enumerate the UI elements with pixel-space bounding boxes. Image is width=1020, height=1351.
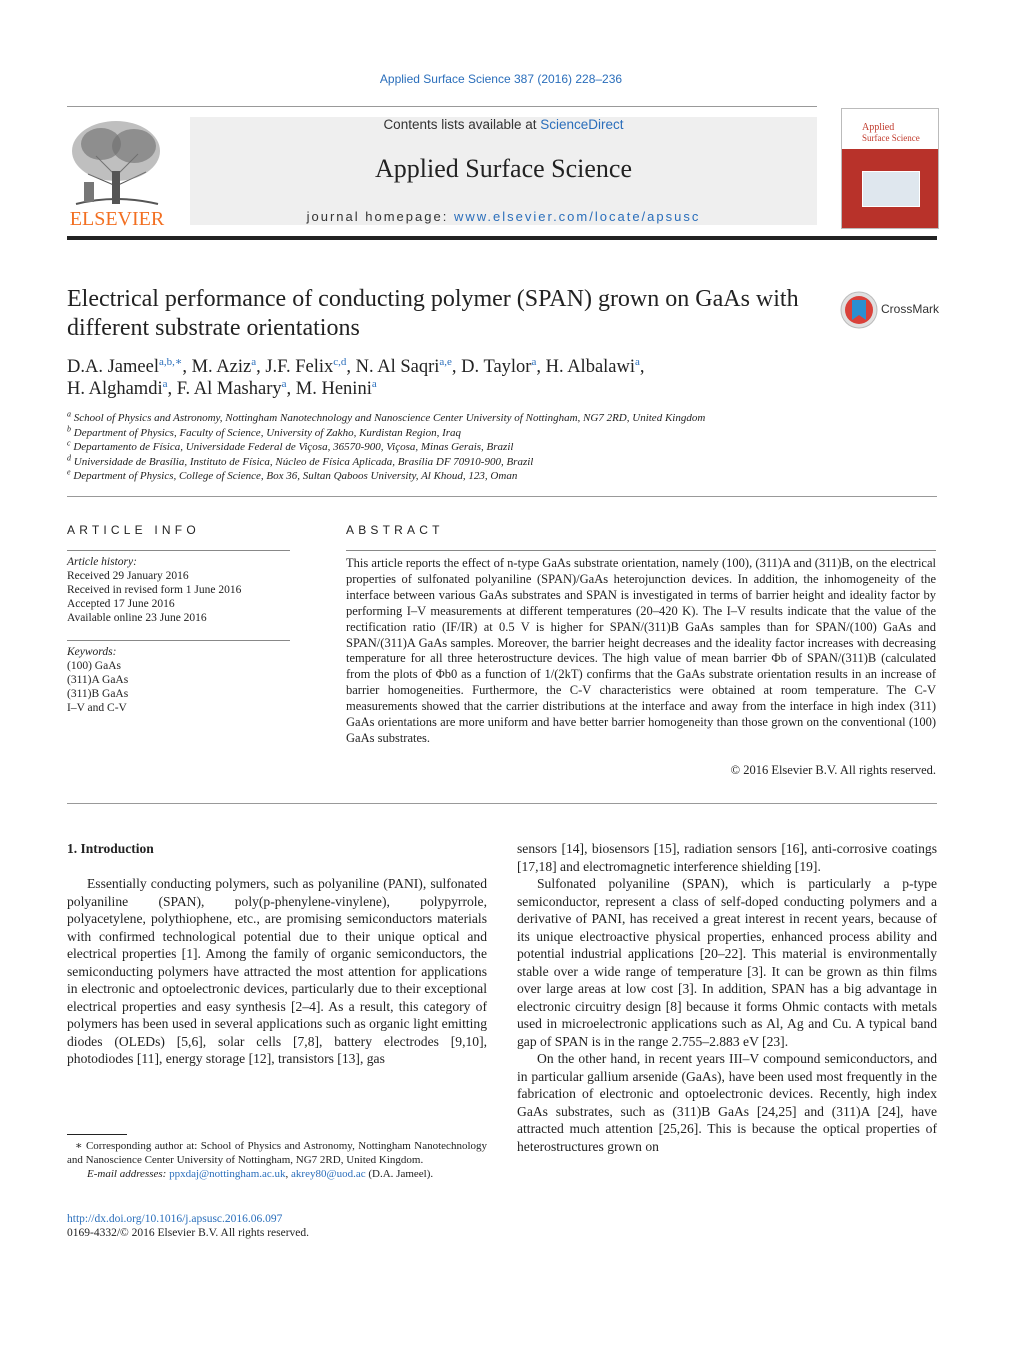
keywords-label: Keywords: xyxy=(67,646,117,658)
body-rule xyxy=(67,803,937,804)
abstract-heading: ABSTRACT xyxy=(346,523,444,537)
body-paragraph: Sulfonated polyaniline (SPAN), which is particularly a p-type semiconductor, represent a class of self-doped conducting polymers and a derivative of PANI, has received a great interest in recent years, because of its unique electroactive physical properties, enhanced process ability and potential industrial applications [20–22]. This material is environmentally stable over a wide range of temperature [3]. It can be grown as thin films over large areas at low cost [3]. In addition, SPAN has a big advantage in electronic circuitry design [8] because it forms Ohmic contacts with metals used in microelectronic applications such as Al, Ag and Cu. A typical band gap of SPAN is in the range 2.755–2.883 eV [23]. xyxy=(517,876,937,1049)
history-item: Received in revised form 1 June 2016 xyxy=(67,584,242,596)
author-separator: , xyxy=(639,357,645,377)
author-separator: , xyxy=(536,357,546,377)
section-rule xyxy=(67,496,937,497)
email-line xyxy=(67,1167,487,1181)
crossmark-icon xyxy=(839,290,879,330)
affiliation-key: b xyxy=(67,423,71,433)
affiliation-key: d xyxy=(67,452,71,462)
abstract-rule xyxy=(346,550,936,551)
author-affiliation-marker[interactable]: c,d xyxy=(333,355,347,368)
body-paragraph: sensors [14], biosensors [15], radiation sensors [16], anti-corrosive coatings [17,18] and electromagnetic interference shielding [19]. xyxy=(517,841,937,874)
crossmark-label: CrossMark xyxy=(881,302,940,316)
author-separator: , xyxy=(346,357,356,377)
author-separator: , xyxy=(286,379,296,399)
body-column-right xyxy=(517,840,937,1155)
email-link-1[interactable]: ppxdaj@nottingham.ac.uk xyxy=(169,1168,286,1180)
author-affiliation-marker[interactable]: a,e xyxy=(439,355,452,368)
cover-image xyxy=(862,171,920,207)
email-suffix: (D.A. Jameel). xyxy=(365,1168,434,1180)
history-item: Received 29 January 2016 xyxy=(67,570,189,582)
author-affiliation-marker[interactable]: a,b,∗ xyxy=(158,355,183,368)
author-affiliation-marker[interactable]: a xyxy=(162,377,168,390)
info-rule xyxy=(67,640,290,641)
author-affiliation-marker[interactable]: a xyxy=(251,355,257,368)
author-affiliation-marker[interactable]: a xyxy=(531,355,537,368)
email-label: E-mail addresses: xyxy=(87,1168,170,1180)
abstract-copyright: © 2016 Elsevier B.V. All rights reserved. xyxy=(730,763,936,777)
author-separator: , xyxy=(167,379,177,399)
affiliation-text: Departamento de Física, Universidade Federal de Viçosa, 36570-900, Viçosa, Minas Gerais, Brazil xyxy=(73,441,514,453)
contents-line xyxy=(190,117,817,132)
author-line-1 xyxy=(67,356,927,378)
email-link-2[interactable]: akrey80@uod.ac xyxy=(291,1168,366,1180)
author-name: H. Albalawi xyxy=(545,357,636,377)
affiliation-item xyxy=(67,440,937,455)
cover-title-1: Applied xyxy=(862,122,895,133)
body-paragraph: On the other hand, in recent years III–V compound semiconductors, and in particular gallium arsenide (GaAs), have been used most frequently in the fabrication of electronic and optoelectronic devices. Recently, high index GaAs substrates, such as (311)B GaAs [24,25] and (311)A [24], have attracted much attention [25,26]. This is because the optical properties of heterostructures grown on xyxy=(517,1051,937,1154)
history-label: Article history: xyxy=(67,556,137,568)
author-name: N. Al Saqri xyxy=(355,357,440,377)
journal-cover-thumbnail[interactable] xyxy=(841,108,939,229)
doi-block xyxy=(67,1212,309,1240)
author-affiliation-marker[interactable]: a xyxy=(281,377,287,390)
affiliation-key: e xyxy=(67,467,71,477)
article-title: Electrical performance of conducting polymer (SPAN) grown on GaAs with different substrate orientations xyxy=(67,286,799,341)
affiliation-text: Department of Physics, College of Science, Box 36, Sultan Qaboos University, Al Khoud, 123, Oman xyxy=(73,470,518,482)
affiliations xyxy=(67,411,937,484)
journal-name: Applied Surface Science xyxy=(374,154,632,183)
doi-link[interactable]: http://dx.doi.org/10.1016/j.apsusc.2016.06.097 xyxy=(67,1213,283,1225)
author-separator: , xyxy=(451,357,462,377)
info-rule xyxy=(67,550,290,551)
affiliation-key: a xyxy=(67,409,71,419)
affiliation-item xyxy=(67,411,937,426)
journal-citation[interactable]: Applied Surface Science 387 (2016) 228–236 xyxy=(379,72,623,86)
abstract-text: This article reports the effect of n-type GaAs substrate orientation, namely (100), (311)A and (311)B, on the electrical properties of sulfonated polyaniline (SPAN)/GaAs heterojunction devices. In addition, the inhomogeneity of the interface between various GaAs substrates and SPAN is investigated in terms of barrier height and ideality factor by performing I–V measurements at different temperatures (20–420 K). The I–V results indicate that the value of the rectification ratio (IF/IR) at 0.5 V is higher for SPAN/(311)B GaAs samples than for SPAN/(100) GaAs and SPAN/(311)A GaAs samples. Moreover, the barrier height decreases and the ideality factor increases with decreasing temperature for all three heterostructure devices. The high value of mean barrier Φb of SPAN/(311)B (calculated from the plots of Φb0 as a function of 1/(2kT) confirms that the GaAs substrate orientation results in an increase of barrier homogeneities. Furthermore, the C-V characteristics were obtained at room temperature. The C-V measurements showed that the carrier distributions at the interface and away from the interface in high index (311) GaAs orientations are more uniform and have better barrier homogeneity than those grown on the conventional (100) GaAs substrates. xyxy=(346,556,936,745)
history-item: Available online 23 June 2016 xyxy=(67,612,207,624)
author-separator: , xyxy=(256,357,266,377)
affiliation-text: School of Physics and Astronomy, Nottingham Nanotechnology and Nanoscience Center University of Nottingham, NG7 2RD, United Kingdom xyxy=(73,412,706,424)
affiliation-item xyxy=(67,469,937,484)
header-rule xyxy=(67,106,817,107)
keyword-item: (100) GaAs xyxy=(67,660,121,672)
author-line-2 xyxy=(67,378,927,400)
section-heading-introduction: 1. Introduction xyxy=(67,841,154,856)
author-name: J.F. Felix xyxy=(265,357,334,377)
homepage-line xyxy=(190,209,817,224)
affiliation-item xyxy=(67,452,937,470)
affiliation-key: c xyxy=(67,438,71,448)
crossmark-badge[interactable] xyxy=(839,288,939,332)
keyword-item: (311)A GaAs xyxy=(67,674,129,686)
author-separator: , xyxy=(182,357,192,377)
contents-prefix: Contents lists available at xyxy=(383,117,541,132)
body-column-left xyxy=(67,875,487,1068)
header-thick-rule xyxy=(67,236,937,240)
email-separator: , xyxy=(285,1168,292,1180)
homepage-prefix: journal homepage: xyxy=(306,209,454,224)
author-list xyxy=(67,356,927,400)
footnote-rule xyxy=(67,1134,127,1135)
article-info-heading: ARTICLE INFO xyxy=(67,523,200,537)
corresponding-author-note: ∗ Corresponding author at: School of Physics and Astronomy, Nottingham Nanotechnology and Nanoscience Center University of Nottingham, NG7 2RD, United Kingdom. xyxy=(67,1140,487,1166)
affiliation-item xyxy=(67,423,937,441)
issn-copyright: 0169-4332/© 2016 Elsevier B.V. All rights reserved. xyxy=(67,1227,310,1239)
sciencedirect-link[interactable]: ScienceDirect xyxy=(540,117,624,132)
history-item: Accepted 17 June 2016 xyxy=(67,598,175,610)
author-name: M. Henini xyxy=(295,379,372,399)
author-affiliation-marker[interactable]: a xyxy=(635,355,640,368)
keyword-item: (311)B GaAs xyxy=(67,688,129,700)
author-name: D. Taylor xyxy=(461,357,532,377)
affiliation-text: Universidade de Brasília, Instituto de Física, Núcleo de Física Aplicada, Brasília DF 70910-900, Brazil xyxy=(73,455,534,468)
author-name: M. Aziz xyxy=(191,357,252,377)
homepage-link[interactable]: www.elsevier.com/locate/apsusc xyxy=(453,209,701,224)
affiliation-text: Department of Physics, Faculty of Science, University of Zakho, Kurdistan Region, Iraq xyxy=(73,426,462,439)
author-name: F. Al Mashary xyxy=(176,379,282,399)
cover-title-2: Surface Science xyxy=(862,133,920,143)
keywords xyxy=(67,645,290,715)
body-paragraph: Essentially conducting polymers, such as polyaniline (PANI), sulfonated polyaniline (SPAN), poly(p-phenylene-vinylene), polypyrrole, polyacetylene, polythiophene, etc., are promising semiconductors materials with confirmed technological potential due to their unique optical and electrical properties [1]. Among the family of organic semiconductors, the semiconducting polymers have attracted the most attention for applications in electronic and optoelectronic devices, particularly due to their exceptional electrical properties and easy synthesis [2–4]. As a result, this category of polymers has been used in several applications such as organic light emitting diodes (OLEDs) [5,6], solar cells [7,8], battery electrodes [9,10], photodiodes [11], energy storage [12], transistors [13], gas xyxy=(67,876,487,1066)
footnote xyxy=(67,1139,487,1181)
article-history xyxy=(67,555,290,625)
author-name: D.A. Jameel xyxy=(67,357,159,377)
author-affiliation-marker[interactable]: a xyxy=(371,377,377,390)
keyword-item: I–V and C-V xyxy=(67,702,127,714)
author-name: H. Alghamdi xyxy=(67,379,163,399)
elsevier-wordmark: ELSEVIER xyxy=(69,208,165,230)
